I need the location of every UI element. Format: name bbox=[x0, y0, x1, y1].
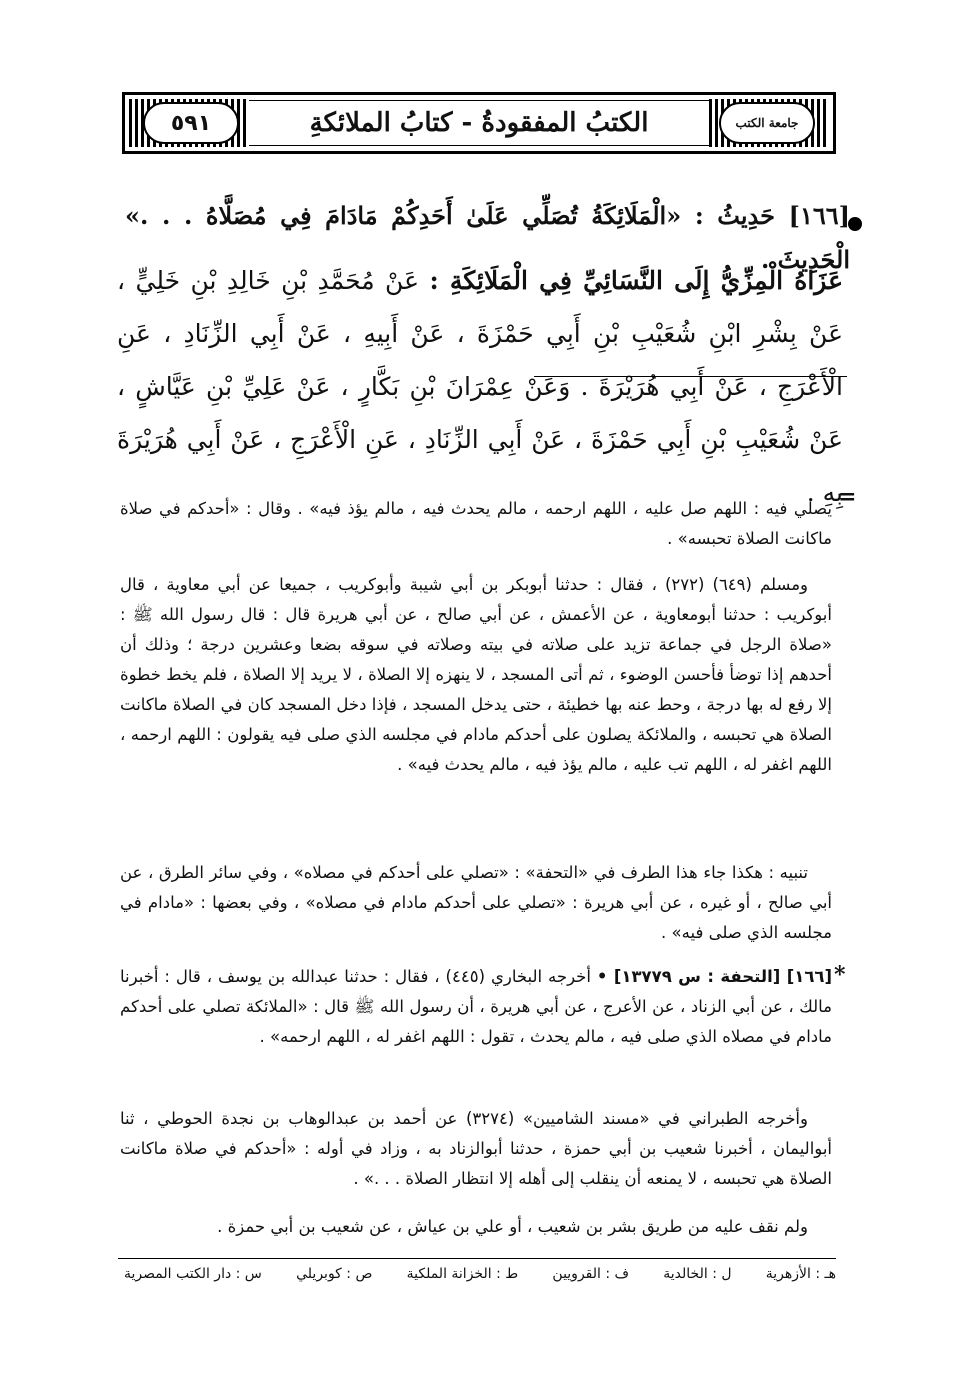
footnote-5: وأخرجه الطبراني في «مسند الشاميين» (٣٢٧٤) عن أحمد بن عبدالوهاب بن نجدة الحوطي ، ثنا أبواليمان ، أخبرنا شعيب بن أبي حمزة ، حدثنا أبوالزناد به ، وزاد في أوله : «أحدكم في صلاة ماكانت الصلاة هي تحبسه ، لا يمنعه أن ينقلب إلى أهله إلا انتظار الصلاة . . .» . bbox=[120, 1109, 832, 1188]
publisher-seal bbox=[719, 102, 815, 144]
running-title: الكتبُ المفقودةُ - كتابُ الملائكةِ bbox=[309, 108, 649, 138]
abbr-item: هـ : الأزهرية bbox=[765, 1266, 836, 1282]
continuation-mark: = bbox=[838, 484, 857, 510]
abbr-item: ص : كوبريلي bbox=[296, 1266, 373, 1282]
abbr-item: ل : الخالدية bbox=[663, 1266, 732, 1282]
hadith-heading: [١٦٦] حَدِيثُ : «الْمَلَائِكَةُ تُصَلِّي عَلَىٰ أَحَدِكُمْ مَادَامَ فِي مُصَلَّاهُ . . .» الْحَدِيثَ . bbox=[125, 201, 850, 274]
asterisk-icon: * bbox=[834, 962, 846, 988]
page-header bbox=[122, 92, 836, 154]
abbr-item: ف : القرويين bbox=[552, 1266, 630, 1282]
bottom-rule bbox=[118, 1258, 836, 1259]
hadith-paragraph bbox=[117, 254, 843, 519]
abbr-item: س : دار الكتب المصرية bbox=[124, 1266, 262, 1282]
manuscript-abbreviations bbox=[124, 1266, 836, 1292]
footnote-1: يصلي فيه : اللهم صل عليه ، اللهم ارحمه ، مالم يحدث فيه ، مالم يؤذ فيه» . وقال : «أحدكم في صلاة ماكانت الصلاة تحبسه» . bbox=[120, 499, 832, 548]
bullet-icon bbox=[848, 217, 862, 231]
page-number: ٥٩١ bbox=[170, 110, 212, 136]
footnote-3: تنبيه : هكذا جاء هذا الطرف في «التحفة» : «تصلي على أحدكم في مصلاه» ، وفي سائر الطرق ، عن أبي صالح ، أو غيره ، عن أبي هريرة : «تصلي على أحدكم مادام في مصلاه» ، وفي بعضها : «مادام في مجلسه الذي صلى فيه» . bbox=[120, 863, 832, 942]
footnote-4-ref: [١٦٦] [التحفة : س ١٣٧٧٩] • bbox=[596, 967, 833, 986]
footnote-6: ولم نقف عليه من طريق بشر بن شعيب ، أو علي بن عياش ، عن شعيب بن أبي حمزة . bbox=[217, 1217, 808, 1236]
footnote-4 bbox=[120, 962, 832, 1052]
abbr-item: ط : الخزانة الملكية bbox=[406, 1266, 519, 1282]
seal-text: جامعة الكتب bbox=[735, 116, 799, 130]
footnote-2: ومسلم (٦٤٩) (٢٧٢) ، فقال : حدثنا أبوبكر بن أبي شيبة وأبوكريب ، جميعا عن أبي معاوية ، قال أبوكريب : حدثنا أبومعاوية ، عن الأعمش ، عن أبي صالح ، عن أبي هريرة قال : قال رسول الله ﷺ : «صلاة الرجل في جماعة تزيد على صلاته في بيته وصلاته في سوقه بضعا وعشرين درجة ؛ وذلك أن أحدهم إذا توضأ فأحسن الوضوء ، ثم أتى المسجد ، لا ينهزه إلا الصلاة ، لا يريد إلا الصلاة ، فلم يخط خطوة إلا رفع له بها درجة ، وحط عنه بها خطيئة ، حتى يدخل المسجد ، فإذا دخل المسجد كان في الصلاة ماكانت الصلاة هي تحبسه ، والملائكة يصلون على أحدكم مادام في مجلسه الذي صلى فيه يقولون : اللهم ارحمه ، اللهم اغفر له ، اللهم تب عليه ، مالم يؤذ فيه ، مالم يحدث فيه» . bbox=[120, 575, 832, 774]
footnote-separator bbox=[534, 376, 847, 377]
paragraph-body: عَنْ مُحَمَّدِ بْنِ خَالِدِ بْنِ خَلِيٍّ ، عَنْ بِشْرِ ابْنِ شُعَيْبِ بْنِ أَبِي حَمْزَةَ ، عَنْ أَبِيهِ ، عَنْ أَبِي الزِّنَادِ ، عَنِ الْأَعْرَجِ ، عَنْ أَبِي هُرَيْرَةَ . وَعَنْ عِمْرَانَ بْنِ بَكَّارٍ ، عَنْ عَلِيِّ بْنِ عَيَّاشٍ ، عَنْ شُعَيْبِ بْنِ أَبِي حَمْزَةَ ، عَنْ أَبِي الزِّنَادِ ، عَنِ الْأَعْرَجِ ، عَنْ أَبِي هُرَيْرَةَ بِهِ . bbox=[117, 266, 843, 507]
footnote-4-body: أخرجه البخاري (٤٤٥) ، فقال : حدثنا عبدالله بن يوسف ، قال : أخبرنا مالك ، عن أبي الزناد ، عن الأعرج ، عن أبي هريرة ، أن رسول الله ﷺ قال : «الملائكة تصلي على أحدكم مادام في مصلاه الذي صلى فيه ، مالم يحدث ، تقول : اللهم اغفر له ، اللهم ارحمه» . bbox=[120, 967, 832, 1046]
paragraph-lead: عَزَاهُ الْمِزِّيُّ إِلَى النَّسَائِيِّ فِي الْمَلَائِكَةِ : bbox=[429, 266, 843, 295]
page-number-cartouche bbox=[143, 102, 239, 144]
